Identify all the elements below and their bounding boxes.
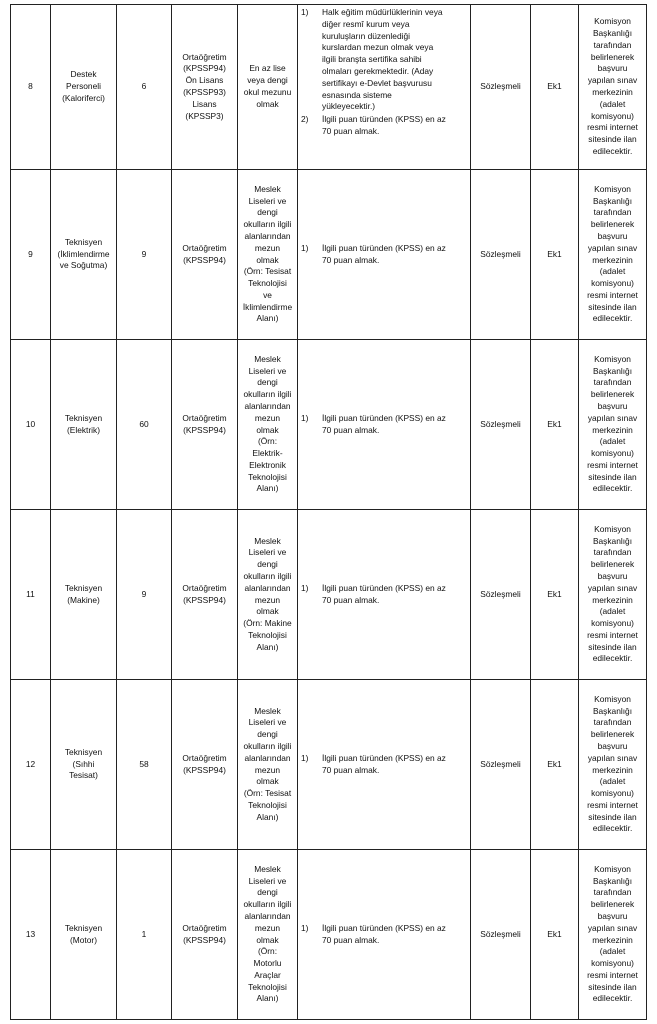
qualification-text-line: İlgili puan türünden (KPSS) en az xyxy=(322,582,446,593)
school-requirement-cell xyxy=(238,5,298,170)
school-requirement-line: mezun xyxy=(254,922,281,933)
qualifications-cell xyxy=(298,510,471,680)
school-requirement-line: olmak xyxy=(256,934,279,945)
education-level-cell xyxy=(172,5,238,170)
position-title-line: (İklimlendirme xyxy=(57,248,110,259)
qualification-number: 1) xyxy=(301,752,309,763)
qualification-text xyxy=(322,753,467,777)
school-requirement-line: Alanı) xyxy=(256,811,279,822)
exam-info-line: başvuru xyxy=(597,910,628,921)
school-requirement-line: Meslek xyxy=(254,183,281,194)
exam-info-line: tarafından xyxy=(593,887,632,898)
school-requirement-line: dengi xyxy=(257,207,278,218)
qualification-text-line: 70 puan almak. xyxy=(322,934,380,945)
exam-info-line: Komisyon xyxy=(594,693,631,704)
school-requirement-line: Meslek xyxy=(254,535,281,546)
school-requirement-line: mezun xyxy=(254,242,281,253)
exam-info-line: (adalet xyxy=(599,776,626,787)
position-title-line: Tesisat) xyxy=(69,770,98,781)
exam-info-line: resmi internet xyxy=(587,629,638,640)
school-requirement-line: Teknolojisi xyxy=(248,629,287,640)
position-title-cell xyxy=(51,340,117,510)
exam-info-line: Başkanlığı xyxy=(592,365,633,376)
school-requirement-line: Teknolojisi xyxy=(248,278,287,289)
school-requirement-line: okulların ilgili xyxy=(243,899,292,910)
exam-info-line: komisyonu) xyxy=(591,278,634,289)
exam-info-line: komisyonu) xyxy=(591,110,634,121)
exam-info-line: tarafından xyxy=(593,547,632,558)
row-number-cell: 13 xyxy=(11,850,51,1020)
education-level-line: Ortaöğretim xyxy=(182,582,227,593)
exam-info-line: Komisyon xyxy=(594,523,631,534)
exam-info-line: tarafından xyxy=(593,39,632,50)
school-requirement-line: Meslek xyxy=(254,353,281,364)
exam-info-line: (adalet xyxy=(599,946,626,957)
school-requirement-line: Araçlar xyxy=(254,969,281,980)
school-requirement-line: mezun xyxy=(254,764,281,775)
exam-info-cell xyxy=(579,850,647,1020)
school-requirement-line: okulların ilgili xyxy=(243,219,292,230)
qualification-text-line: 70 puan almak. xyxy=(322,764,380,775)
annex-cell: Ek1 xyxy=(531,170,579,340)
position-title-line: Teknisyen xyxy=(64,582,103,593)
school-requirement-line: Alanı) xyxy=(256,993,279,1004)
exam-info-line: yapılan sınav xyxy=(587,242,638,253)
school-requirement-line: (Örn: Makine xyxy=(243,618,292,629)
exam-info-line: komisyonu) xyxy=(591,618,634,629)
exam-info-line: tarafından xyxy=(593,377,632,388)
school-requirement-line: En az lise xyxy=(249,63,286,74)
school-requirement-line: okulların ilgili xyxy=(243,570,292,581)
qualification-text xyxy=(322,7,467,113)
school-requirement-line: Meslek xyxy=(254,863,281,874)
position-title-cell xyxy=(51,510,117,680)
annex-cell: Ek1 xyxy=(531,5,579,170)
qualification-item xyxy=(301,583,467,607)
position-count-cell: 9 xyxy=(117,510,172,680)
position-count-cell: 1 xyxy=(117,850,172,1020)
education-level-line: Ön Lisans xyxy=(185,75,224,86)
qualification-text-line: 70 puan almak. xyxy=(322,594,380,605)
table-row xyxy=(11,510,647,680)
position-title-cell xyxy=(51,5,117,170)
school-requirement-cell xyxy=(238,510,298,680)
exam-info-line: belirlenerek xyxy=(590,219,635,230)
exam-info-line: Komisyon xyxy=(594,353,631,364)
school-requirement-line: Teknolojisi xyxy=(248,981,287,992)
exam-info-line: sitesinde ilan xyxy=(588,471,637,482)
exam-info-cell xyxy=(579,340,647,510)
exam-info-line: Başkanlığı xyxy=(592,195,633,206)
position-title-line: Personeli xyxy=(66,81,101,92)
education-level-line: Ortaöğretim xyxy=(182,51,227,62)
exam-info-line: edilecektir. xyxy=(592,483,633,494)
qualification-text-line: diğer resmî kurum veya xyxy=(322,18,410,29)
positions-table-body xyxy=(11,5,647,1020)
row-number-cell: 9 xyxy=(11,170,51,340)
school-requirement-line: İklimlendirme xyxy=(242,301,293,312)
exam-info-line: Komisyon xyxy=(594,183,631,194)
exam-info-line: yapılan sınav xyxy=(587,75,638,86)
positions-table xyxy=(10,4,647,1020)
qualification-item xyxy=(301,413,467,437)
qualification-text-line: kuruluşların düzenlediği xyxy=(322,30,410,41)
school-requirement-line: dengi xyxy=(257,887,278,898)
school-requirement-line: Liseleri ve xyxy=(248,717,287,728)
exam-info-line: (adalet xyxy=(599,606,626,617)
qualification-text-line: 70 puan almak. xyxy=(322,254,380,265)
qualification-text-line: sertifikayı e-Devlet başvurusu xyxy=(322,77,432,88)
school-requirement-cell xyxy=(238,340,298,510)
exam-info-line: belirlenerek xyxy=(590,899,635,910)
qualification-text-line: İlgili puan türünden (KPSS) en az xyxy=(322,412,446,423)
exam-info-line: merkezinin xyxy=(592,934,633,945)
school-requirement-line: alanlarından xyxy=(244,400,291,411)
row-number-cell: 8 xyxy=(11,5,51,170)
school-requirement-line: Liseleri ve xyxy=(248,365,287,376)
exam-info-line: tarafından xyxy=(593,717,632,728)
exam-info-line: sitesinde ilan xyxy=(588,301,637,312)
exam-info-line: (adalet xyxy=(599,436,626,447)
table-row xyxy=(11,680,647,850)
exam-info-line: sitesinde ilan xyxy=(588,981,637,992)
school-requirement-line: veya dengi xyxy=(247,75,288,86)
exam-info-line: belirlenerek xyxy=(590,51,635,62)
school-requirement-line: Teknolojisi xyxy=(248,471,287,482)
exam-info-line: Başkanlığı xyxy=(592,875,633,886)
school-requirement-cell xyxy=(238,680,298,850)
position-title-cell xyxy=(51,170,117,340)
exam-info-line: Başkanlığı xyxy=(592,535,633,546)
qualification-text-line: yükleyecektir.) xyxy=(322,101,376,112)
school-requirement-line: alanlarından xyxy=(244,582,291,593)
school-requirement-line: (Örn: xyxy=(257,436,278,447)
row-number-cell: 10 xyxy=(11,340,51,510)
school-requirement-cell xyxy=(238,850,298,1020)
position-title-cell xyxy=(51,850,117,1020)
position-title-line: Destek xyxy=(70,69,97,80)
qualification-text xyxy=(322,583,467,607)
row-number-cell: 12 xyxy=(11,680,51,850)
education-level-line: (KPSSP94) xyxy=(183,764,226,775)
table-row xyxy=(11,340,647,510)
education-level-line: (KPSSP3) xyxy=(185,110,224,121)
qualification-item xyxy=(301,7,467,113)
school-requirement-line: Alanı) xyxy=(256,641,279,652)
position-title-line: Teknisyen xyxy=(64,236,103,247)
education-level-line: Ortaöğretim xyxy=(182,922,227,933)
qualification-number: 1) xyxy=(301,412,309,423)
exam-info-line: sitesinde ilan xyxy=(588,811,637,822)
school-requirement-line: okulların ilgili xyxy=(243,389,292,400)
position-title-line: (Sıhhi xyxy=(72,758,95,769)
exam-info-line: (adalet xyxy=(599,98,626,109)
exam-info-line: resmi internet xyxy=(587,969,638,980)
qualification-text-line: kurslardan mezun olmak veya xyxy=(322,42,434,53)
exam-info-line: komisyonu) xyxy=(591,448,634,459)
school-requirement-line: olmak xyxy=(256,606,279,617)
exam-info-line: belirlenerek xyxy=(590,729,635,740)
exam-info-line: edilecektir. xyxy=(592,823,633,834)
position-count-cell: 60 xyxy=(117,340,172,510)
exam-info-line: başvuru xyxy=(597,63,628,74)
qualification-number: 1) xyxy=(301,242,309,253)
exam-info-line: komisyonu) xyxy=(591,788,634,799)
school-requirement-line: alanlarından xyxy=(244,230,291,241)
exam-info-line: başvuru xyxy=(597,570,628,581)
contract-type-cell: Sözleşmeli xyxy=(471,340,531,510)
qualification-text-line: İlgili puan türünden (KPSS) en az xyxy=(322,242,446,253)
school-requirement-line: olmak xyxy=(256,776,279,787)
contract-type-cell: Sözleşmeli xyxy=(471,170,531,340)
contract-type-cell: Sözleşmeli xyxy=(471,5,531,170)
education-level-line: Ortaöğretim xyxy=(182,412,227,423)
school-requirement-line: (Örn: xyxy=(257,946,278,957)
qualification-text-line: esnasında sisteme xyxy=(322,89,392,100)
education-level-line: (KPSSP93) xyxy=(183,87,226,97)
qualification-item xyxy=(301,243,467,267)
exam-info-line: başvuru xyxy=(597,230,628,241)
table-row xyxy=(11,5,647,170)
school-requirement-line: Alanı) xyxy=(256,313,279,324)
education-level-line: (KPSSP94) xyxy=(183,63,226,74)
exam-info-line: yapılan sınav xyxy=(587,412,638,423)
school-requirement-line: olmak xyxy=(256,424,279,435)
qualifications-cell xyxy=(298,170,471,340)
exam-info-cell xyxy=(579,510,647,680)
school-requirement-line: olmak xyxy=(256,98,279,109)
exam-info-line: edilecektir. xyxy=(592,145,633,156)
education-level-cell xyxy=(172,170,238,340)
exam-info-line: belirlenerek xyxy=(590,559,635,570)
contract-type-cell: Sözleşmeli xyxy=(471,510,531,680)
position-title-line: (Kaloriferci) xyxy=(62,92,105,103)
school-requirement-line: dengi xyxy=(257,377,278,388)
position-title-line: (Elektrik) xyxy=(66,424,101,435)
exam-info-line: resmi internet xyxy=(587,289,638,300)
position-title-line: (Motor) xyxy=(70,934,97,945)
exam-info-line: merkezinin xyxy=(592,254,633,265)
position-title-line: ve Soğutma) xyxy=(59,260,108,271)
contract-type-cell: Sözleşmeli xyxy=(471,850,531,1020)
qualification-text-line: ilgili branşta sertifika sahibi xyxy=(322,54,422,65)
school-requirement-line: okulların ilgili xyxy=(243,740,292,751)
annex-cell: Ek1 xyxy=(531,850,579,1020)
exam-info-line: resmi internet xyxy=(587,459,638,470)
contract-type-cell: Sözleşmeli xyxy=(471,680,531,850)
qualification-number: 2) xyxy=(301,114,309,125)
education-level-cell xyxy=(172,850,238,1020)
annex-cell: Ek1 xyxy=(531,510,579,680)
education-level-cell xyxy=(172,680,238,850)
exam-info-line: yapılan sınav xyxy=(587,582,638,593)
qualification-text-line: Halk eğitim müdürlüklerinin veya xyxy=(322,7,443,17)
exam-info-line: Komisyon xyxy=(594,863,631,874)
qualification-text-line: olmaları gerekmektedir. (Aday xyxy=(322,65,434,76)
exam-info-cell xyxy=(579,680,647,850)
education-level-line: Lisans xyxy=(192,98,217,109)
qualification-number: 1) xyxy=(301,582,309,593)
exam-info-line: başvuru xyxy=(597,740,628,751)
position-title-cell xyxy=(51,680,117,850)
annex-cell: Ek1 xyxy=(531,340,579,510)
exam-info-line: resmi internet xyxy=(587,122,638,133)
qualification-text xyxy=(322,413,467,437)
qualification-item xyxy=(301,114,467,138)
education-level-line: (KPSSP94) xyxy=(183,254,226,265)
position-title-line: Teknisyen xyxy=(64,412,103,423)
exam-info-line: komisyonu) xyxy=(591,958,634,969)
position-count-cell: 58 xyxy=(117,680,172,850)
school-requirement-line: Teknolojisi xyxy=(248,799,287,810)
school-requirement-line: Liseleri ve xyxy=(248,195,287,206)
education-level-line: (KPSSP94) xyxy=(183,424,226,435)
exam-info-line: merkezinin xyxy=(592,594,633,605)
exam-info-line: yapılan sınav xyxy=(587,922,638,933)
qualification-text-line: 70 puan almak. xyxy=(322,424,380,435)
qualification-item xyxy=(301,753,467,777)
qualification-number: 1) xyxy=(301,7,309,17)
school-requirement-line: okul mezunu xyxy=(243,87,292,97)
exam-info-cell xyxy=(579,170,647,340)
education-level-line: Ortaöğretim xyxy=(182,242,227,253)
school-requirement-line: Liseleri ve xyxy=(248,875,287,886)
exam-info-line: yapılan sınav xyxy=(587,752,638,763)
annex-cell: Ek1 xyxy=(531,680,579,850)
exam-info-line: (adalet xyxy=(599,266,626,277)
school-requirement-line: Motorlu xyxy=(253,958,282,969)
qualification-text-line: İlgili puan türünden (KPSS) en az xyxy=(322,114,446,125)
table-row xyxy=(11,850,647,1020)
school-requirement-line: olmak xyxy=(256,254,279,265)
row-number-cell: 11 xyxy=(11,510,51,680)
school-requirement-line: alanlarından xyxy=(244,910,291,921)
school-requirement-line: alanlarından xyxy=(244,752,291,763)
exam-info-line: tarafından xyxy=(593,207,632,218)
education-level-cell xyxy=(172,340,238,510)
qualification-text xyxy=(322,114,467,138)
school-requirement-line: Meslek xyxy=(254,705,281,716)
exam-info-line: Komisyon xyxy=(594,16,631,27)
position-title-line: Teknisyen xyxy=(64,922,103,933)
school-requirement-cell xyxy=(238,170,298,340)
exam-info-line: başvuru xyxy=(597,400,628,411)
school-requirement-line: dengi xyxy=(257,729,278,740)
school-requirement-line: Elektronik xyxy=(249,459,286,470)
qualification-item xyxy=(301,923,467,947)
exam-info-line: edilecektir. xyxy=(592,313,633,324)
exam-info-line: merkezinin xyxy=(592,87,633,97)
school-requirement-line: mezun xyxy=(254,594,281,605)
position-title-line: (Makine) xyxy=(67,594,100,605)
school-requirement-line: (Örn: Tesisat xyxy=(243,266,292,277)
exam-info-line: merkezinin xyxy=(592,764,633,775)
exam-info-line: Başkanlığı xyxy=(592,28,633,39)
school-requirement-line: ve xyxy=(263,289,272,300)
exam-info-line: resmi internet xyxy=(587,799,638,810)
position-count-cell: 9 xyxy=(117,170,172,340)
qualification-text-line: İlgili puan türünden (KPSS) en az xyxy=(322,752,446,763)
qualifications-cell xyxy=(298,850,471,1020)
school-requirement-line: Elektrik- xyxy=(252,448,283,459)
position-title-line: Teknisyen xyxy=(64,746,103,757)
school-requirement-line: mezun xyxy=(254,412,281,423)
education-level-line: Ortaöğretim xyxy=(182,752,227,763)
school-requirement-line: Alanı) xyxy=(256,483,279,494)
school-requirement-line: (Örn: Tesisat xyxy=(243,788,292,799)
exam-info-line: sitesinde ilan xyxy=(588,134,637,145)
qualification-text xyxy=(322,923,467,947)
exam-info-line: Başkanlığı xyxy=(592,705,633,716)
qualification-text-line: 70 puan almak. xyxy=(322,125,380,136)
exam-info-line: edilecektir. xyxy=(592,653,633,664)
qualifications-cell xyxy=(298,340,471,510)
exam-info-line: edilecektir. xyxy=(592,993,633,1004)
exam-info-line: belirlenerek xyxy=(590,389,635,400)
position-count-cell: 6 xyxy=(117,5,172,170)
qualification-text xyxy=(322,243,467,267)
qualification-text-line: İlgili puan türünden (KPSS) en az xyxy=(322,922,446,933)
school-requirement-line: dengi xyxy=(257,559,278,570)
exam-info-cell xyxy=(579,5,647,170)
qualifications-cell xyxy=(298,5,471,170)
education-level-line: (KPSSP94) xyxy=(183,594,226,605)
education-level-cell xyxy=(172,510,238,680)
exam-info-line: sitesinde ilan xyxy=(588,641,637,652)
table-row xyxy=(11,170,647,340)
exam-info-line: merkezinin xyxy=(592,424,633,435)
qualifications-cell xyxy=(298,680,471,850)
education-level-line: (KPSSP94) xyxy=(183,934,226,945)
qualification-number: 1) xyxy=(301,922,309,933)
school-requirement-line: Liseleri ve xyxy=(248,547,287,558)
